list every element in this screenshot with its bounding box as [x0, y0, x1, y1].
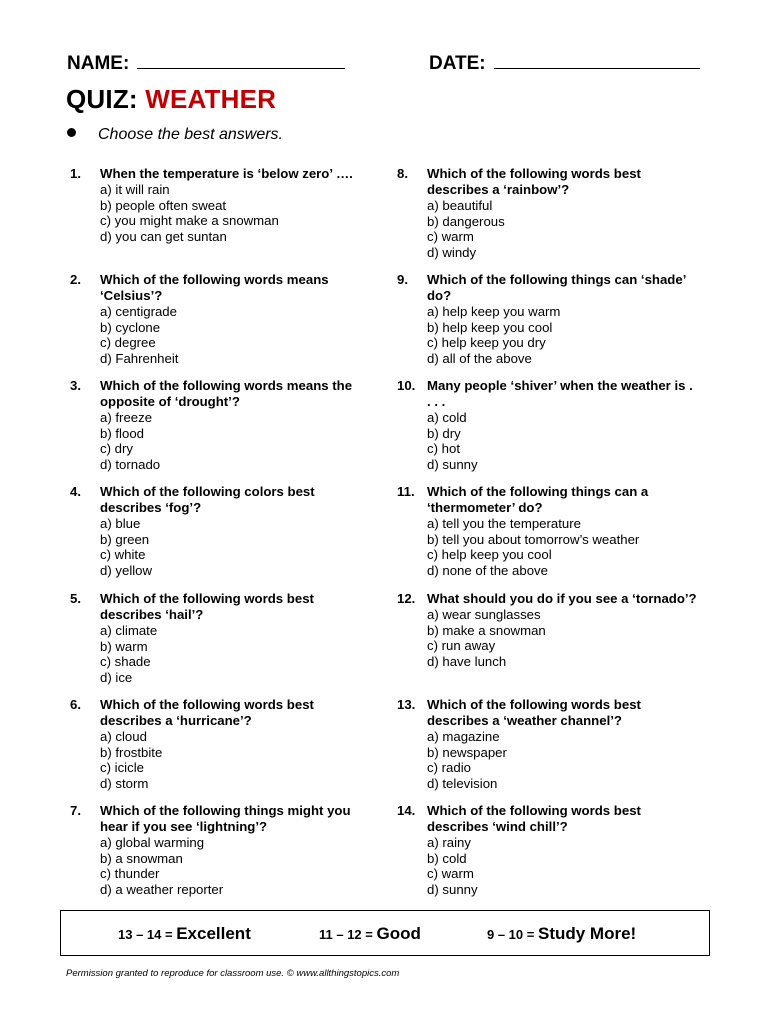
score-label: Study More! [537, 924, 637, 943]
question-text: Which of the following words means ‘Celsius’? [100, 272, 329, 303]
question-6 [70, 697, 370, 791]
name-blank[interactable] [137, 52, 345, 69]
answer-option[interactable]: c) run away [427, 638, 496, 653]
question-number: 13. [397, 697, 416, 712]
question-9 [397, 272, 697, 366]
answer-option[interactable]: b) cold [427, 850, 467, 866]
question-text: Many people ‘shiver’ when the weather is . . . . [427, 378, 693, 409]
question-number: 14. [397, 803, 416, 818]
question-number: 7. [70, 803, 81, 818]
question-4 [70, 484, 370, 578]
title-topic: WEATHER [145, 84, 277, 114]
answer-option[interactable]: a) blue [100, 516, 141, 531]
question-5 [70, 591, 370, 685]
answer-option[interactable]: b) dry [427, 425, 461, 441]
question-13 [397, 697, 697, 791]
question-text: When the temperature is ‘below zero’ …. [100, 166, 353, 181]
answer-option[interactable]: a) cold [427, 410, 467, 425]
question-12 [397, 591, 697, 669]
answer-option[interactable]: a) beautiful [427, 198, 493, 213]
question-7 [70, 803, 370, 897]
answer-option[interactable]: d) none of the above [427, 562, 548, 578]
question-number: 5. [70, 591, 81, 606]
question-text: Which of the following words best describes a ‘hurricane’? [100, 697, 314, 728]
answer-option[interactable]: d) tornado [100, 456, 161, 472]
answer-option[interactable]: a) freeze [100, 410, 153, 425]
answer-option[interactable]: a) rainy [427, 835, 471, 850]
question-text: Which of the following colors best describes ‘fog’? [100, 484, 315, 515]
question-text: Which of the following words means the opposite of ‘drought’? [100, 378, 353, 409]
instructions-text: Choose the best answers. [98, 126, 283, 143]
answer-option[interactable]: b) warm [100, 638, 148, 654]
answer-option[interactable]: a) tell you the temperature [427, 516, 581, 531]
answer-option[interactable]: c) warm [427, 866, 474, 881]
answer-option[interactable]: a) cloud [100, 729, 147, 744]
question-text: Which of the following words best describes a ‘weather channel’? [427, 697, 641, 728]
date-field [429, 52, 700, 75]
answer-option[interactable]: b) make a snowman [427, 622, 546, 638]
answer-option[interactable]: d) all of the above [427, 350, 532, 366]
answer-option[interactable]: d) Fahrenheit [100, 350, 179, 366]
instructions [67, 126, 283, 144]
answer-option[interactable]: b) tell you about tomorrow’s weather [427, 531, 640, 547]
date-label: DATE: [429, 53, 486, 74]
question-number: 6. [70, 697, 81, 712]
date-blank[interactable] [494, 52, 700, 69]
answer-option[interactable]: c) help keep you dry [427, 335, 546, 350]
question-1 [70, 166, 370, 244]
answer-option[interactable]: a) magazine [427, 729, 500, 744]
answer-option[interactable]: b) cyclone [100, 319, 161, 335]
answer-option[interactable]: c) white [100, 547, 146, 562]
question-number: 10. [397, 378, 416, 393]
quiz-title [66, 84, 276, 115]
answer-option[interactable]: b) help keep you cool [427, 319, 553, 335]
answer-option[interactable]: c) degree [100, 335, 156, 350]
answer-option[interactable]: c) radio [427, 760, 471, 775]
answer-option[interactable]: a) help keep you warm [427, 304, 561, 319]
question-number: 1. [70, 166, 81, 181]
answer-option[interactable]: b) people often sweat [100, 197, 227, 213]
question-number: 4. [70, 484, 81, 499]
answer-option[interactable]: d) yellow [100, 562, 153, 578]
score-label: Good [376, 924, 421, 943]
question-10 [397, 378, 697, 472]
answer-option[interactable]: a) wear sunglasses [427, 607, 541, 622]
score-range: 9 – 10 = [487, 927, 535, 942]
answer-option[interactable]: d) ice [100, 669, 133, 685]
bullet-icon [67, 128, 76, 137]
answer-option[interactable]: c) hot [427, 441, 460, 456]
answer-option[interactable]: d) you can get suntan [100, 228, 227, 244]
score-range: 11 – 12 = [319, 927, 373, 942]
question-3 [70, 378, 370, 472]
title-prefix: QUIZ: [66, 84, 138, 114]
answer-option[interactable]: b) a snowman [100, 850, 183, 866]
answer-option[interactable]: d) storm [100, 775, 149, 791]
score-box [60, 910, 710, 956]
name-field [67, 52, 345, 75]
answer-option[interactable]: b) frostbite [100, 744, 163, 760]
question-number: 11. [397, 484, 415, 499]
answer-option[interactable]: c) shade [100, 654, 151, 669]
answer-option[interactable]: b) green [100, 531, 150, 547]
answer-option[interactable]: c) help keep you cool [427, 547, 552, 562]
question-2 [70, 272, 370, 366]
question-8 [397, 166, 697, 260]
answer-option[interactable]: c) dry [100, 441, 133, 456]
answer-option[interactable]: a) centigrade [100, 304, 177, 319]
score-label: Excellent [176, 924, 251, 943]
question-number: 2. [70, 272, 81, 287]
footer-permission: Permission granted to reproduce for classroom use. © www.allthingstopics.com [66, 968, 400, 979]
answer-option[interactable]: c) thunder [100, 866, 160, 881]
answer-option[interactable]: a) global warming [100, 835, 205, 850]
question-number: 9. [397, 272, 408, 287]
answer-option[interactable]: c) icicle [100, 760, 144, 775]
score-good [319, 924, 421, 944]
question-text: Which of the following things might you hear if you see ‘lightning’? [100, 803, 351, 834]
question-text: Which of the following words best describes ‘hail’? [100, 591, 314, 622]
question-text: Which of the following things can a ‘thermometer’ do? [427, 484, 649, 515]
answer-option[interactable]: a) climate [100, 623, 158, 638]
answer-option[interactable]: d) sunny [427, 881, 478, 897]
answer-option[interactable]: d) television [427, 775, 498, 791]
answer-option[interactable]: c) you might make a snowman [100, 213, 279, 228]
score-range: 13 – 14 = [118, 927, 173, 942]
answer-option[interactable]: b) newspaper [427, 744, 507, 760]
answer-option[interactable]: c) warm [427, 229, 474, 244]
answer-option[interactable]: d) windy [427, 244, 477, 260]
answer-option[interactable]: d) a weather reporter [100, 881, 224, 897]
question-text: What should you do if you see a ‘tornado’? [427, 591, 697, 606]
question-number: 3. [70, 378, 81, 393]
score-study-more [487, 924, 636, 944]
question-text: Which of the following words best describes ‘wind chill’? [427, 803, 641, 834]
question-text: Which of the following things can ‘shade’ do? [427, 272, 686, 303]
name-label: NAME: [67, 53, 130, 74]
answer-option[interactable]: a) it will rain [100, 182, 170, 197]
question-number: 8. [397, 166, 408, 181]
answer-option[interactable]: d) sunny [427, 456, 478, 472]
answer-option[interactable]: b) dangerous [427, 213, 505, 229]
score-excellent [118, 924, 251, 944]
question-11 [397, 484, 697, 578]
question-text: Which of the following words best describes a ‘rainbow’? [427, 166, 641, 197]
question-number: 12. [397, 591, 416, 606]
question-14 [397, 803, 697, 897]
answer-option[interactable]: d) have lunch [427, 653, 507, 669]
answer-option[interactable]: b) flood [100, 425, 144, 441]
